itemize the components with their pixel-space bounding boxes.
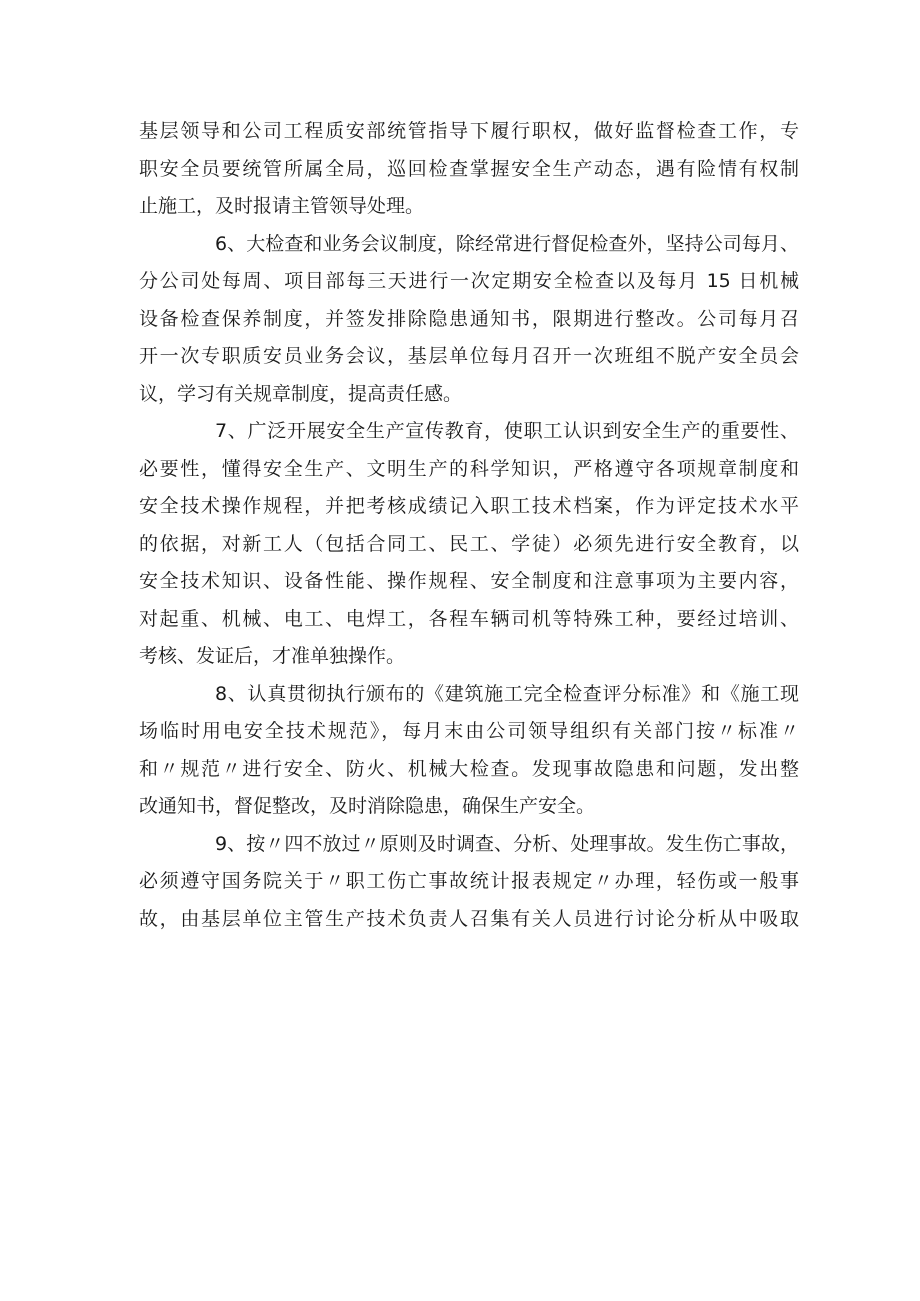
document-body: [139, 113, 799, 938]
text-line: 必要性，懂得安全生产、文明生产的科学知识，严格遵守各项规章制度和: [139, 457, 799, 480]
text-line: 开一次专职质安员业务会议，基层单位每月召开一次班组不脱产安全员会: [139, 345, 799, 367]
text-line: 基层领导和公司工程质安部统管指导下履行职权，做好监督检查工作，专: [139, 120, 799, 142]
text-line: 考核、发证后，才准单独操作。: [139, 645, 406, 667]
paragraph-continuation: [139, 113, 799, 226]
text-line: 分公司处每周、项目部每三天进行一次定期安全检查以及每月 15 日机械: [139, 270, 799, 292]
text-line: 的依据，对新工人（包括合同工、民工、学徒）必须先进行安全教育，以: [139, 532, 799, 555]
text-line: 场临时用电安全技术规范》，每月末由公司领导组织有关部门按〃标准〃: [139, 720, 799, 742]
text-line: 必须遵守国务院关于〃职工伤亡事故统计报表规定〃办理，轻伤或一般事: [139, 870, 799, 892]
text-line: 职安全员要统管所属全局，巡回检查掌握安全生产动态，遇有险情有权制: [139, 157, 799, 180]
paragraph-item-6: [139, 226, 799, 414]
text-line: 9、按〃四不放过〃原则及时调查、分析、处理事故。发生伤亡事故，: [215, 832, 799, 855]
text-line: 安全技术操作规程，并把考核成绩记入职工技术档案，作为评定技术水平: [139, 495, 799, 517]
text-line: 7、广泛开展安全生产宣传教育，使职工认识到安全生产的重要性、: [215, 420, 799, 442]
text-line: 故，由基层单位主管生产技术负责人召集有关人员进行讨论分析从中吸取: [139, 907, 799, 930]
text-line: 6、大检查和业务会议制度，除经常进行督促检查外，坚持公司每月、: [215, 232, 799, 255]
paragraph-item-8: [139, 676, 799, 826]
paragraph-item-7: [139, 413, 799, 676]
text-line: 8、认真贯彻执行颁布的《建筑施工完全检查评分标准》和《施工现: [215, 682, 799, 705]
text-line: 议，学习有关规章制度，提高责任感。: [139, 382, 463, 405]
text-line: 改通知书，督促整改，及时消除隐患，确保生产安全。: [139, 795, 596, 817]
text-line: 对起重、机械、电工、电焊工，各程车辆司机等特殊工种，要经过培训、: [139, 607, 799, 630]
text-line: 安全技术知识、设备性能、操作规程、安全制度和注意事项为主要内容，: [139, 570, 799, 592]
text-line: 和〃规范〃进行安全、防火、机械大检查。发现事故隐患和问题，发出整: [139, 757, 799, 780]
text-line: 设备检查保养制度，并签发排除隐患通知书，限期进行整改。公司每月召: [139, 307, 799, 330]
text-line: 止施工，及时报请主管领导处理。: [139, 195, 425, 217]
paragraph-item-9: [139, 826, 799, 939]
